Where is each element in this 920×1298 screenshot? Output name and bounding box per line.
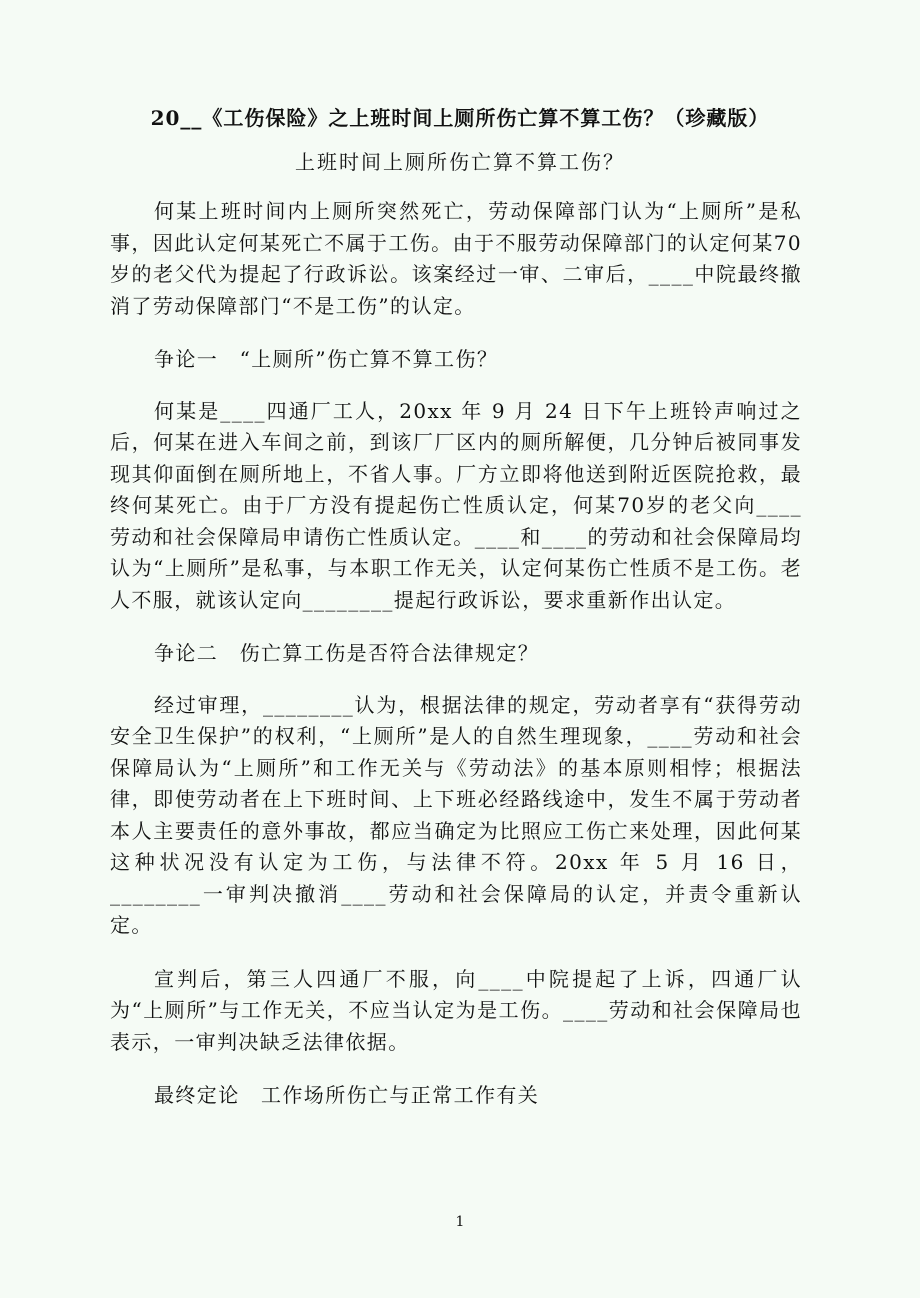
paragraph-intro: 何某上班时间内上厕所突然死亡，劳动保障部门认为“上厕所”是私事，因此认定何某死亡不属于工伤。由于不服劳动保障部门的认定何某70岁的老父代为提起了行政诉讼。该案经过一审、二审后，____中院最终撤消了劳动保障部门“不是工伤”的认定。 xyxy=(110,199,802,318)
document-title: 20__《工伤保险》之上班时间上厕所伤亡算不算工伤？（珍藏版） xyxy=(150,106,770,130)
page-number: 1 xyxy=(455,1214,465,1230)
section-heading-conclusion: 最终定论 工作场所伤亡与正常工作有关 xyxy=(154,1083,540,1107)
document-body xyxy=(110,196,802,1132)
document-subtitle: 上班时间上厕所伤亡算不算工伤？ xyxy=(295,150,625,174)
section-heading-dispute-2: 争论二 伤亡算工伤是否符合法律规定？ xyxy=(154,641,540,665)
paragraph-trial-ruling: 经过审理，________认为，根据法律的规定，劳动者享有“获得劳动安全卫生保护”的权利，“上厕所”是人的自然生理现象，____劳动和社会保障局认为“上厕所”和工作无关与《劳动法》的基本原则相悖；根据法律，即使劳动者在上下班时间、上下班必经路线途中，发生不属于劳动者本人主要责任的意外事故，都应当确定为比照应工伤亡来处理，因此何某这种状况没有认定为工伤，与法律不符。20xx 年 5 月 16 日，________一审判决撤消____劳动和社会保障局的认定，并责令重新认定。 xyxy=(110,692,802,937)
section-heading-dispute-1: 争论一 “上厕所”伤亡算不算工伤？ xyxy=(154,347,499,371)
paragraph-appeal: 宣判后，第三人四通厂不服，向____中院提起了上诉，四通厂认为“上厕所”与工作无关，不应当认定为是工伤。____劳动和社会保障局也表示，一审判决缺乏法律依据。 xyxy=(110,966,802,1054)
paragraph-case-facts: 何某是____四通厂工人，20xx 年 9 月 24 日下午上班铃声响过之后，何某在进入车间之前，到该厂厂区内的厕所解便，几分钟后被同事发现其仰面倒在厕所地上，不省人事。厂方立即将他送到附近医院抢救，最终何某死亡。由于厂方没有提起伤亡性质认定，何某70岁的老父向____劳动和社会保障局申请伤亡性质认定。____和____的劳动和社会保障局均认为“上厕所”是私事，与本职工作无关，认定何某伤亡性质不是工伤。老人不服，就该认定向________提起行政诉讼，要求重新作出认定。 xyxy=(110,398,802,612)
